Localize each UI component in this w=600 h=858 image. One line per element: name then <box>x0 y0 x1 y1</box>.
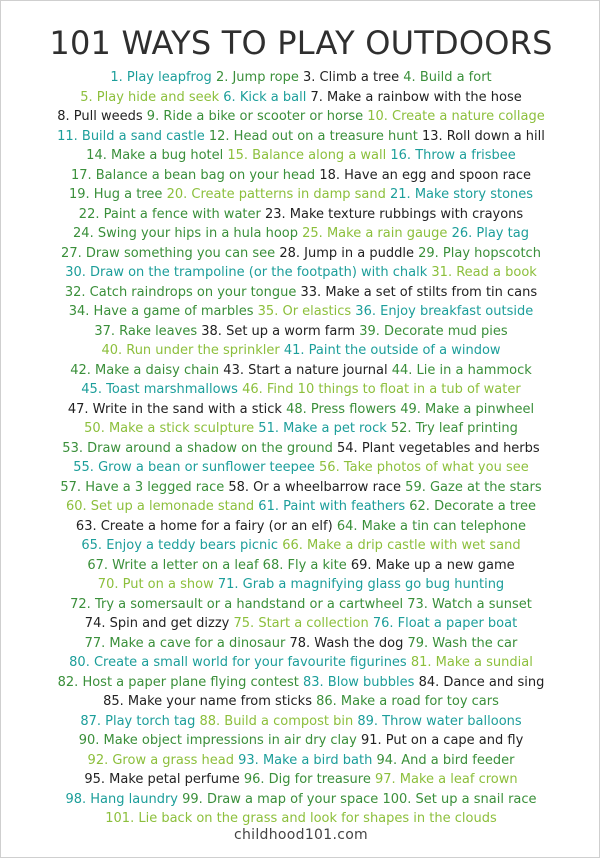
site-credit: childhood101.com <box>234 827 368 843</box>
activity-line <box>1 673 600 693</box>
activity-item: 60. Set up a lemonade stand <box>66 499 255 514</box>
activity-item: 81. Make a sundial <box>410 655 533 670</box>
activity-item: 90. Make object impressions in air dry clay <box>78 733 357 748</box>
activity-item: 74. Spin and get dizzy <box>84 616 230 631</box>
activity-item: 55. Grow a bean or sunflower teepee <box>73 460 315 475</box>
activity-item: 75. Start a collection <box>233 616 369 631</box>
activity-item: 3. Climb a tree <box>303 70 400 85</box>
activity-line <box>1 692 600 712</box>
activity-item: 32. Catch raindrops on your tongue <box>64 284 297 300</box>
activity-item: 53. Draw around a shadow on the ground <box>62 440 333 456</box>
activity-line <box>1 653 600 673</box>
activity-item: 42. Make a daisy chain <box>70 362 220 378</box>
activity-item: 44. Lie in a hammock <box>391 362 532 378</box>
activity-item: 69. Make up a new game <box>350 557 515 573</box>
activity-item: 39. Decorate mud pies <box>359 323 508 339</box>
activity-item: 66. Make a drip castle with wet sand <box>282 538 521 553</box>
activity-item: 16. Throw a frisbee <box>390 148 516 163</box>
activity-item: 57. Have a 3 legged race <box>60 479 225 495</box>
activity-item: 62. Decorate a tree <box>409 499 536 514</box>
activity-line <box>1 614 600 634</box>
activity-item: 49. Make a pinwheel <box>400 401 535 417</box>
activity-item: 37. Rake leaves <box>94 323 198 339</box>
activity-item: 13. Roll down a hill <box>421 128 545 144</box>
activity-item: 28. Jump in a puddle <box>279 245 414 261</box>
activity-item: 68. Fly a kite <box>262 557 347 573</box>
activity-item: 36. Enjoy breakfast outside <box>355 304 534 319</box>
activity-line <box>1 88 600 108</box>
activity-line <box>1 185 600 205</box>
activity-item: 23. Make texture rubbings with crayons <box>265 206 524 222</box>
activity-item: 46. Find 10 things to float in a tub of water <box>242 382 521 397</box>
activity-item: 99. Draw a map of your space <box>182 791 379 807</box>
activity-item: 45. Toast marshmallows <box>81 382 238 397</box>
activity-line <box>1 205 600 225</box>
activity-item: 10. Create a nature collage <box>367 109 545 124</box>
activity-item: 31. Read a book <box>431 265 537 280</box>
activity-item: 82. Host a paper plane flying contest <box>57 674 299 690</box>
activity-line <box>1 283 600 303</box>
activity-line <box>1 751 600 771</box>
activity-line <box>1 770 600 790</box>
activity-item: 92. Grow a grass head <box>87 752 234 768</box>
activity-line <box>1 361 600 381</box>
activity-item: 70. Put on a show <box>97 577 214 592</box>
activity-item: 27. Draw something you can see <box>61 245 276 261</box>
activity-line <box>1 146 600 166</box>
activity-item: 59. Gaze at the stars <box>405 479 542 495</box>
activity-item: 79. Wash the car <box>407 635 518 651</box>
activity-item: 34. Have a game of marbles <box>68 304 254 319</box>
activity-item: 98. Hang laundry <box>65 791 178 807</box>
activity-item: 2. Jump rope <box>215 70 299 85</box>
activity-item: 17. Balance a bean bag on your head <box>70 167 316 183</box>
activity-item: 19. Hug a tree <box>68 187 163 202</box>
activity-item: 26. Play tag <box>451 226 529 241</box>
activity-item: 58. Or a wheelbarrow race <box>228 479 402 495</box>
activity-line <box>1 458 600 478</box>
activity-item: 40. Run under the sprinkler <box>101 343 280 358</box>
activity-item: 41. Paint the outside of a window <box>283 343 501 358</box>
activity-item: 71. Grab a magnifying glass go bug hunting <box>217 577 505 592</box>
activity-item: 61. Paint with feathers <box>258 499 406 514</box>
activity-item: 63. Create a home for a fairy (or an elf) <box>75 518 333 534</box>
activity-line <box>1 809 600 829</box>
activity-line <box>1 380 600 400</box>
activity-item: 73. Watch a sunset <box>407 596 532 612</box>
activity-item: 97. Make a leaf crown <box>375 772 518 787</box>
activity-list <box>1 68 600 829</box>
activity-line <box>1 419 600 439</box>
activity-line <box>1 731 600 751</box>
activity-item: 86. Make a road for toy cars <box>316 694 499 709</box>
activity-item: 67. Write a letter on a leaf <box>87 557 259 573</box>
activity-item: 30. Draw on the trampoline (or the footpath) with chalk <box>65 265 428 280</box>
activity-line <box>1 322 600 342</box>
activity-item: 89. Throw water balloons <box>357 713 522 729</box>
activity-line <box>1 224 600 244</box>
activity-item: 6. Kick a ball <box>223 89 307 105</box>
activity-line <box>1 302 600 322</box>
activity-item: 51. Make a pet rock <box>258 421 387 436</box>
activity-line <box>1 575 600 595</box>
activity-item: 101. Lie back on the grass and look for shapes in the clouds <box>105 811 497 826</box>
activity-item: 52. Try leaf printing <box>390 421 518 436</box>
activity-item: 35. Or elastics <box>257 304 352 319</box>
activity-line <box>1 634 600 654</box>
activity-item: 88. Build a compost bin <box>199 713 354 729</box>
activity-item: 96. Dig for treasure <box>243 772 371 787</box>
activity-item: 56. Take photos of what you see <box>319 460 529 475</box>
activity-item: 7. Make a rainbow with the hose <box>310 89 522 105</box>
activity-item: 80. Create a small world for your favourite figurines <box>69 655 407 670</box>
activity-item: 38. Set up a worm farm <box>201 323 356 339</box>
activity-item: 47. Write in the sand with a stick <box>67 401 282 417</box>
activity-line <box>1 595 600 615</box>
activity-item: 11. Build a sand castle <box>57 128 205 144</box>
activity-item: 33. Make a set of stilts from tin cans <box>300 284 538 300</box>
activity-line <box>1 400 600 420</box>
activity-line <box>1 166 600 186</box>
activity-item: 87. Play torch tag <box>80 713 196 729</box>
activity-item: 24. Swing your hips in a hula hoop <box>73 226 298 241</box>
activity-line <box>1 68 600 88</box>
activity-item: 43. Start a nature journal <box>223 362 388 378</box>
activity-item: 91. Put on a cape and fly <box>360 733 524 748</box>
activity-line <box>1 478 600 498</box>
activity-line <box>1 517 600 537</box>
activity-item: 9. Ride a bike or scooter or horse <box>146 109 364 124</box>
activity-line <box>1 107 600 127</box>
activity-item: 20. Create patterns in damp sand <box>166 187 386 202</box>
poster-title: 101 WAYS TO PLAY OUTDOORS <box>49 24 553 62</box>
activity-item: 95. Make petal perfume <box>84 772 240 787</box>
activity-item: 50. Make a stick sculpture <box>84 421 255 436</box>
activity-item: 65. Enjoy a teddy bears picnic <box>81 538 279 553</box>
activity-line <box>1 244 600 264</box>
activity-item: 18. Have an egg and spoon race <box>319 167 532 183</box>
activity-line <box>1 439 600 459</box>
activity-item: 12. Head out on a treasure hunt <box>208 128 418 144</box>
activity-item: 4. Build a fort <box>403 70 492 85</box>
activity-item: 29. Play hopscotch <box>418 245 541 261</box>
activity-line <box>1 790 600 810</box>
activity-item: 21. Make story stones <box>390 187 534 202</box>
activity-item: 5. Play hide and seek <box>80 89 220 105</box>
activity-item: 54. Plant vegetables and herbs <box>337 440 540 456</box>
activity-item: 77. Make a cave for a dinosaur <box>84 635 286 651</box>
activity-item: 100. Set up a snail race <box>382 791 537 807</box>
activity-item: 93. Make a bird bath <box>238 752 373 768</box>
activity-item: 76. Float a paper boat <box>372 616 518 631</box>
activity-item: 78. Wash the dog <box>289 635 404 651</box>
activity-item: 64. Make a tin can telephone <box>336 518 527 534</box>
activity-line <box>1 556 600 576</box>
activity-item: 48. Press flowers <box>286 401 397 417</box>
activity-item: 15. Balance along a wall <box>227 148 387 163</box>
activity-item: 14. Make a bug hotel <box>86 148 224 163</box>
activity-item: 1. Play leapfrog <box>110 70 212 85</box>
activity-line <box>1 536 600 556</box>
activity-item: 72. Try a somersault or a handstand or a cartwheel <box>70 596 404 612</box>
activity-item: 22. Paint a fence with water <box>78 206 261 222</box>
activity-line <box>1 712 600 732</box>
activity-item: 84. Dance and sing <box>418 674 545 690</box>
activity-item: 8. Pull weeds <box>57 109 143 124</box>
activity-line <box>1 127 600 147</box>
activity-item: 83. Blow bubbles <box>303 674 415 690</box>
activity-item: 94. And a bird feeder <box>376 752 515 768</box>
activity-item: 85. Make your name from sticks <box>103 694 312 709</box>
activity-line <box>1 341 600 361</box>
activity-item: 25. Make a rain gauge <box>302 226 448 241</box>
activity-line <box>1 263 600 283</box>
activity-line <box>1 497 600 517</box>
